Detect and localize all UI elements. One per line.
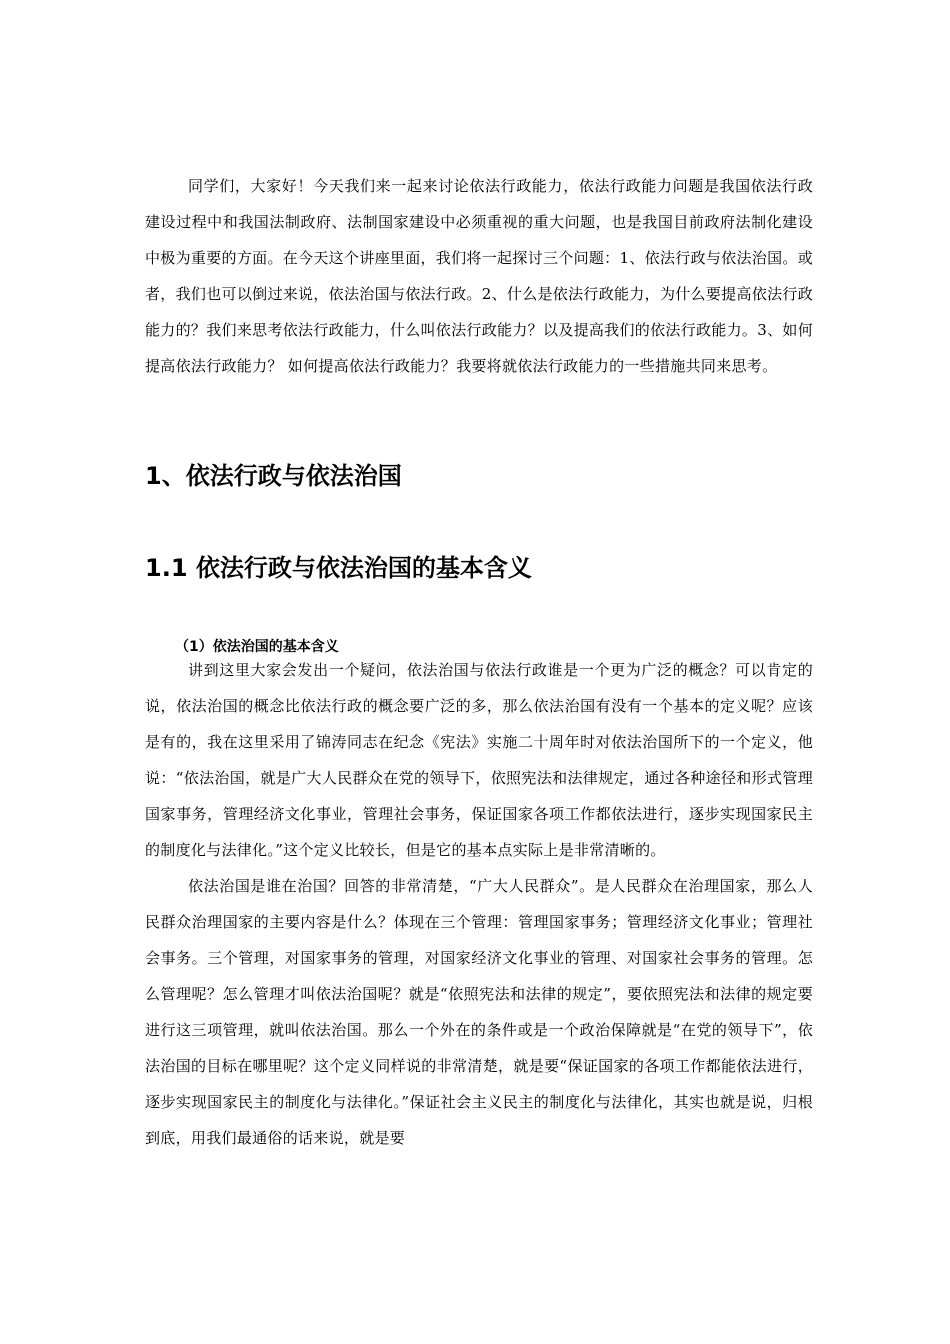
body-block	[145, 652, 813, 1156]
intro-block	[145, 168, 813, 384]
body-paragraph-1: 讲到这里大家会发出一个疑问，依法治国与依法行政谁是一个更为广泛的概念？可以肯定的说，依法治国的概念比依法行政的概念要广泛的多，那么依法治国有没有一个基本的定义呢？应该是有的，我在这里采用了锦涛同志在纪念《宪法》实施二十周年时对依法治国所下的一个定义，他说：“依法治国，就是广大人民群众在党的领导下，依照宪法和法律规定，通过各种途径和形式管理国家事务，管理经济文化事业，管理社会事务，保证国家各项工作都依法进行，逐步实现国家民主的制度化与法律化。”这个定义比较长，但是它的基本点实际上是非常清晰的。	[145, 661, 813, 859]
body-paragraph-2: 依法治国是谁在治国？回答的非常清楚，“广大人民群众”。是人民群众在治理国家，那么人民群众治理国家的主要内容是什么？体现在三个管理：管理国家事务；管理经济文化事业；管理社会事务。三个管理，对国家事务的管理，对国家经济文化事业的管理、对国家社会事务的管理。怎么管理呢？怎么管理才叫依法治国呢？就是“依照宪法和法律的规定”，要依照宪法和法律的规定要进行这三项管理，就叫依法治国。那么一个外在的条件或是一个政治保障就是“在党的领导下”，依法治国的目标在哪里呢？这个定义同样说的非常清楚，就是要“保证国家的各项工作都能依法进行，逐步实现国家民主的制度化与法律化。”保证社会主义民主的制度化与法律化，其实也就是说，归根到底，用我们最通俗的话来说，就是要	[145, 877, 813, 1147]
section-heading-1-1: 1.1 依法行政与依法治国的基本含义	[145, 554, 532, 582]
section-heading-1: 1、依法行政与依法治国	[145, 462, 402, 490]
intro-paragraph: 同学们，大家好！今天我们来一起来讨论依法行政能力，依法行政能力问题是我国依法行政建设过程中和我国法制政府、法制国家建设中必须重视的重大问题，也是我国目前政府法制化建设中极为重要的方面。在今天这个讲座里面，我们将一起探讨三个问题：1、依法行政与依法治国。或者，我们也可以倒过来说，依法治国与依法行政。2、什么是依法行政能力，为什么要提高依法行政能力的？我们来思考依法行政能力，什么叫依法行政能力？以及提高我们的依法行政能力。3、如何提高依法行政能力？ 如何提高依法行政能力？我要将就依法行政能力的一些措施共同来思考。	[145, 177, 813, 375]
subsection-heading: （1）依法治国的基本含义	[175, 639, 339, 655]
